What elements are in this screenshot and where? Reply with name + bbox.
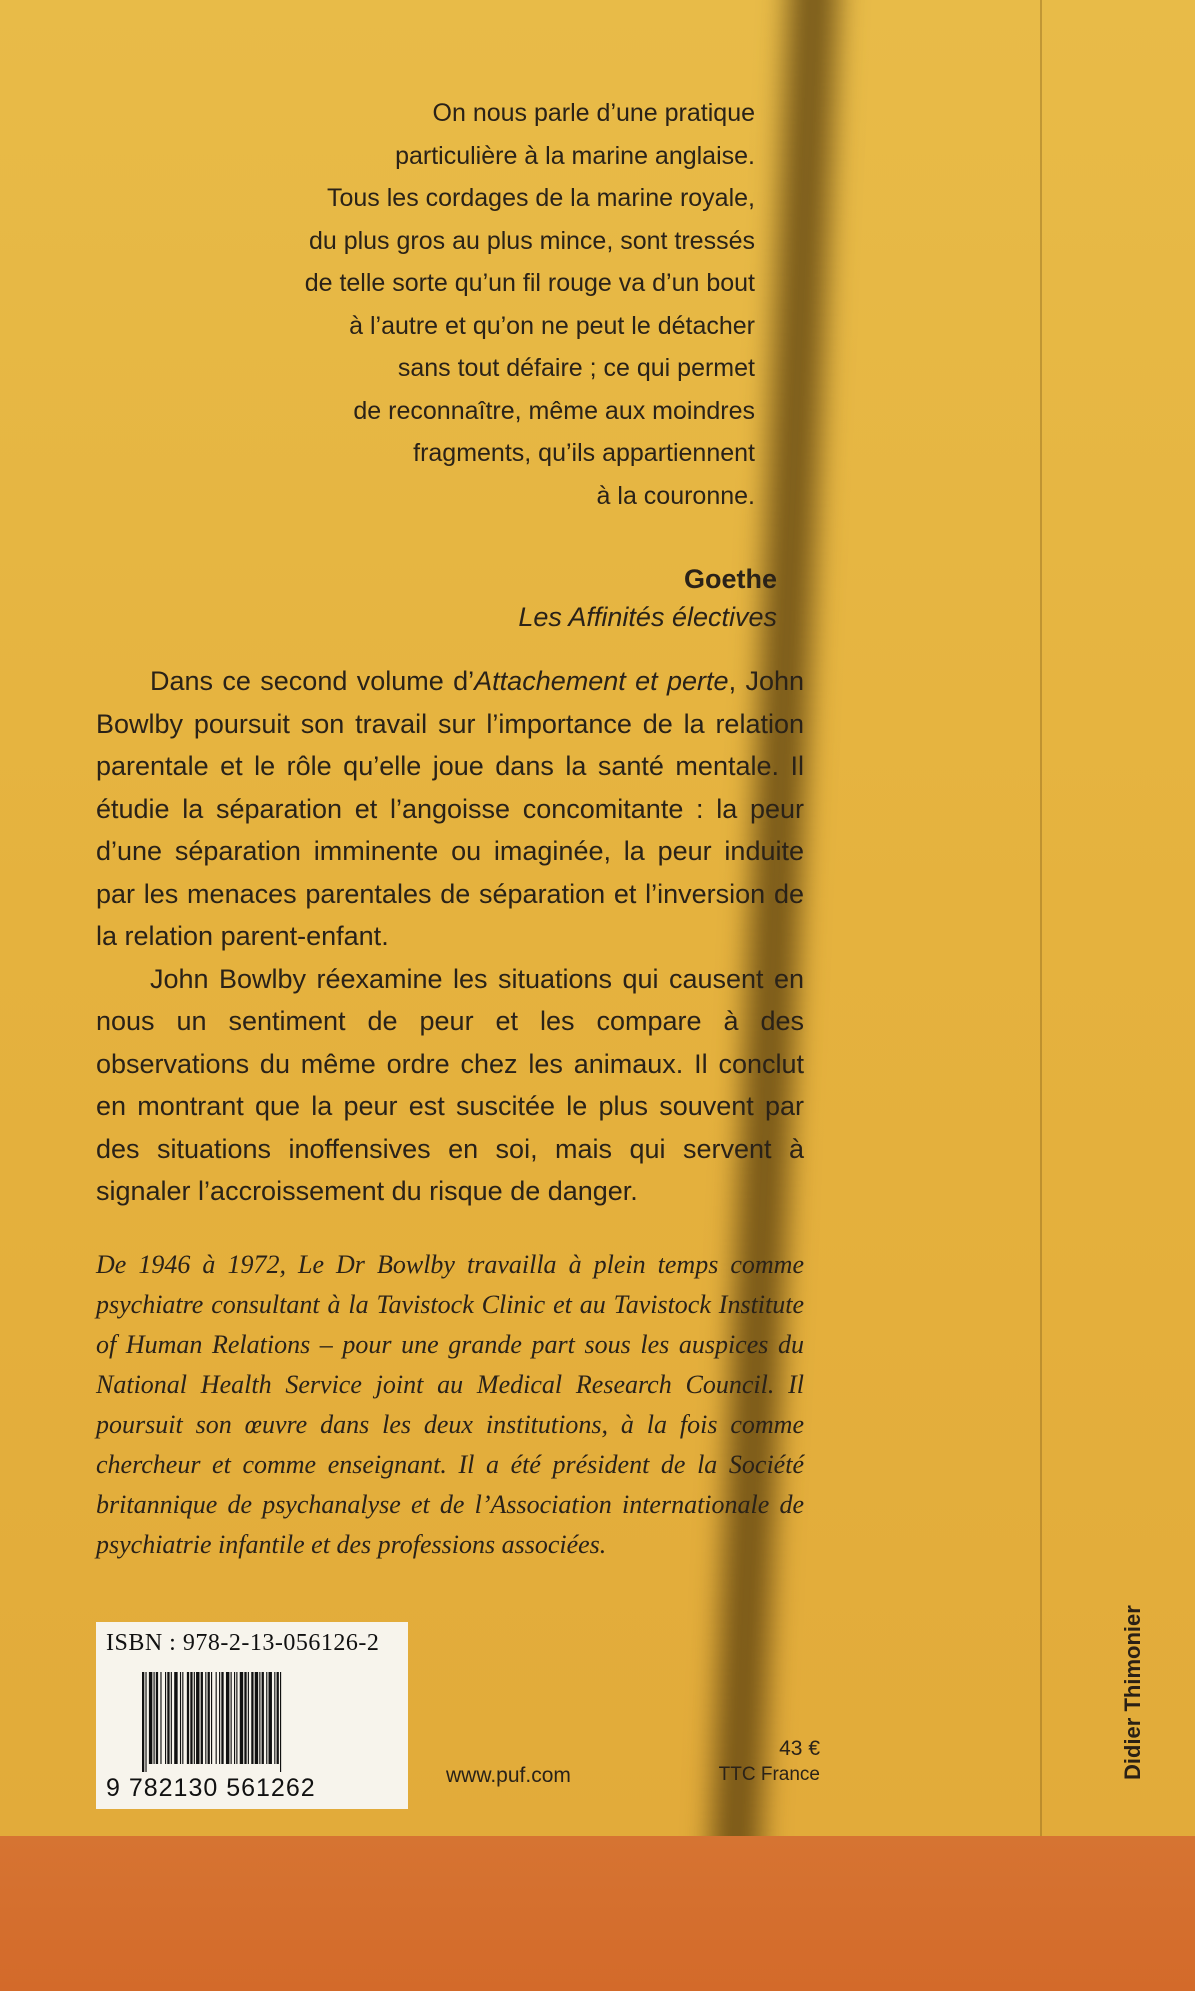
epigraph-line: particulière à la marine anglaise. xyxy=(395,141,755,170)
price-block xyxy=(690,1736,820,1788)
spine-fold-line xyxy=(1040,0,1042,1836)
author-bio xyxy=(96,1245,804,1565)
barcode-box xyxy=(96,1622,408,1809)
epigraph-quote xyxy=(195,92,755,517)
p1-rest: , John Bowlby poursuit son travail sur l’importance de la relation parentale et le rôle qu’elle joue dans la santé mentale. Il étudie la séparation et l’angoisse concomitante : la peur d’une séparation imminente ou imaginée, la peur induite par les menaces parentales de séparation et l’inversion de la relation parent-enfant. xyxy=(96,666,805,951)
epigraph-line: fragments, qu’ils appartiennent xyxy=(413,439,755,467)
book-title: Attachement et perte xyxy=(474,666,729,696)
author-bio-text: De 1946 à 1972, Le Dr Bowlby travailla à plein temps comme psychiatre consultant à la Tavistock Clinic et au Tavistock Institute of Human Relations – pour une grande part sous les auspices du National Health Service joint au Medical Research Council. Il poursuit son œuvre dans les deux institutions, à la fois comme chercheur et comme enseignant. Il a été président de la Société britannique de psychanalyse et de l’Association internationale de psychiatrie infantile et des professions associées. xyxy=(96,1250,804,1559)
barcode-icon xyxy=(142,1672,394,1772)
description xyxy=(96,660,804,1213)
description-paragraph-1 xyxy=(96,660,804,958)
price-note: TTC France xyxy=(718,1764,820,1785)
p1-lead: Dans ce second volume d’ xyxy=(150,666,475,696)
spine-name: Didier Thimonier xyxy=(1120,1605,1145,1780)
epigraph-line: sans tout défaire ; ce qui permet xyxy=(397,354,755,382)
epigraph-line: à la couronne. xyxy=(596,481,755,510)
bottom-color-band xyxy=(0,1836,1195,1991)
epigraph-line: de reconnaître, même aux moindres xyxy=(353,396,755,425)
price-amount: 43 € xyxy=(779,1737,820,1760)
publisher-website: www.puf.com xyxy=(446,1764,571,1787)
epigraph-line: à l’autre et qu’on ne peut le détacher xyxy=(349,311,755,340)
epigraph-line: On nous parle d’une pratique xyxy=(432,99,755,127)
epigraph-work: Les Affinités électives xyxy=(518,602,777,632)
barcode-digits: 9 782130 561262 xyxy=(106,1774,316,1802)
isbn-label: ISBN : 978-2-13-056126-2 xyxy=(106,1630,380,1656)
epigraph-author: Goethe xyxy=(683,564,777,594)
epigraph-line: de telle sorte qu’un fil rouge va d’un bout xyxy=(304,269,755,297)
epigraph-attribution xyxy=(518,560,777,636)
epigraph-line: du plus gros au plus mince, sont tressés xyxy=(308,226,755,255)
epigraph-line: Tous les cordages de la marine royale, xyxy=(326,184,755,212)
description-paragraph-2: John Bowlby réexamine les situations qui causent en nous un sentiment de peur et les compare à des observations du même ordre chez les animaux. Il conclut en montrant que la peur est suscitée le plus souvent par des situations inoffensives en soi, mais qui servent à signaler l’accroissement du risque de danger. xyxy=(96,963,804,1206)
